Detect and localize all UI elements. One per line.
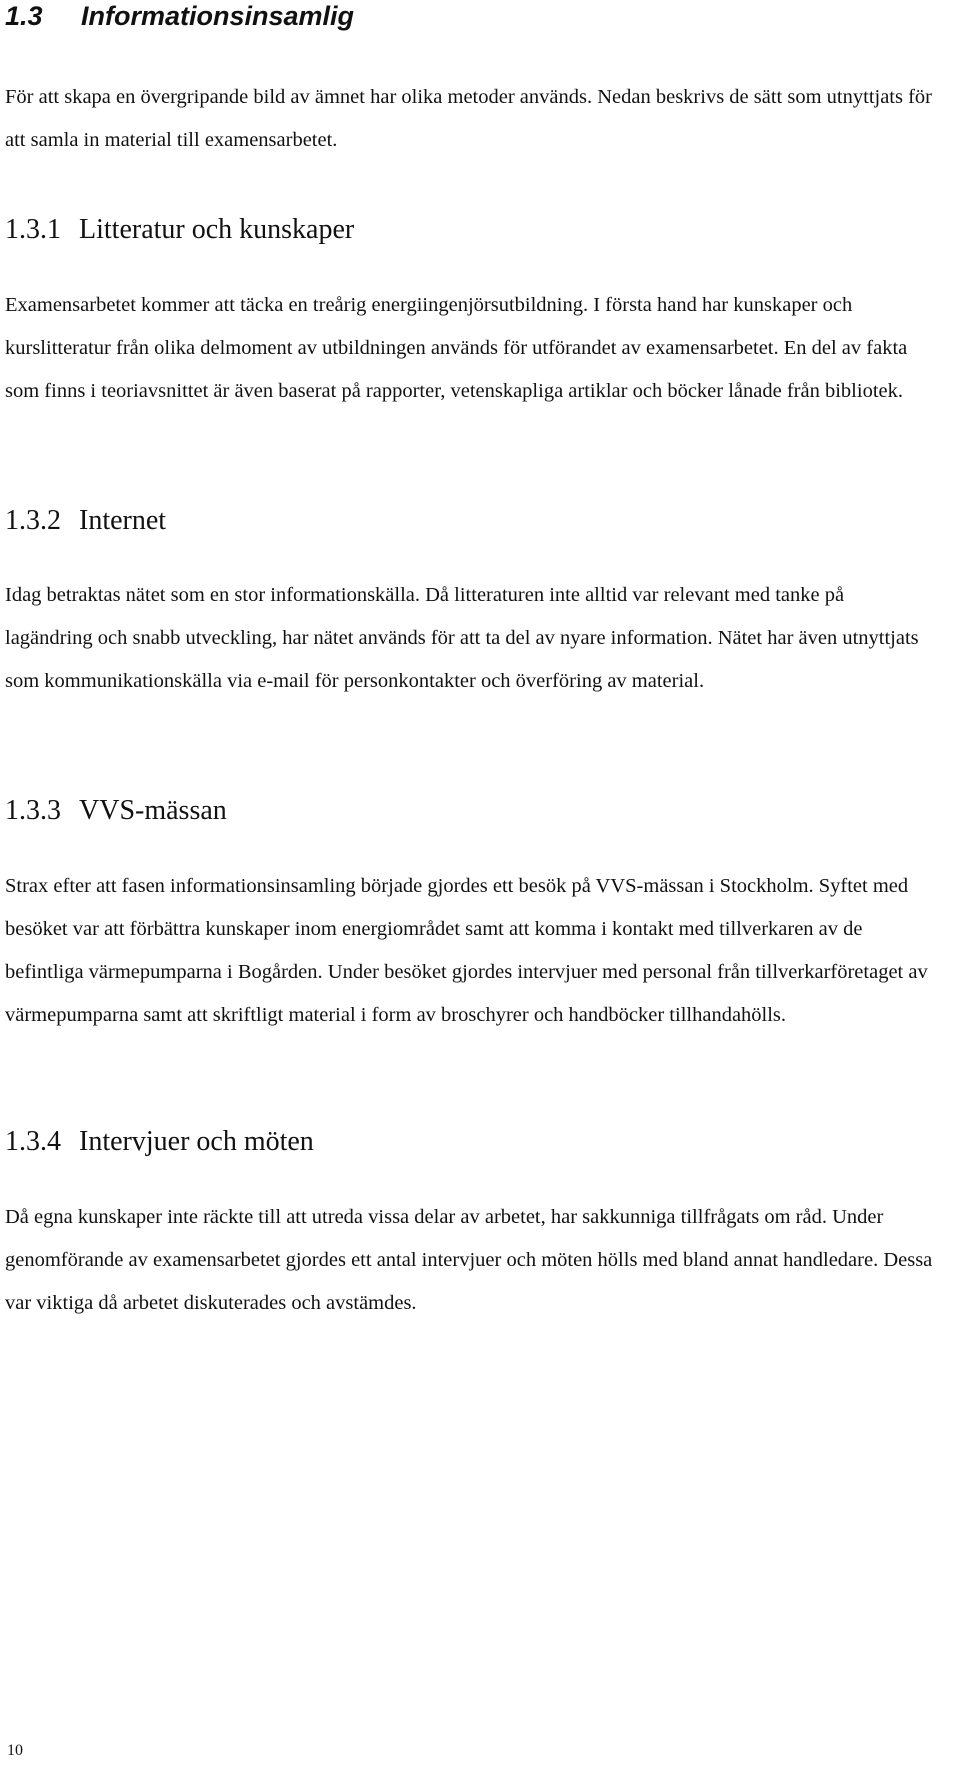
subsection-title: Internet (79, 505, 167, 536)
subsection-heading (5, 1125, 314, 1159)
subsection-title: VVS-mässan (79, 795, 227, 826)
subsection-paragraph: Idag betraktas nätet som en stor informationskälla. Då litteraturen inte alltid var relevant med tanke på lagändring och snabb utveckling, har nätet används för att ta del av nyare information. Nätet har även utnyttjats som kommunikationskälla via e-mail för personkontakter och överföring av material. (5, 584, 919, 692)
subsection-paragraph: Då egna kunskaper inte räckte till att utreda vissa delar av arbetet, har sakkunniga tillfrågats om råd. Under genomförande av examensarbetet gjordes ett antal intervjuer och möten hölls med bland annat handledare. Dessa var viktiga då arbetet diskuterades och avstämdes. (5, 1206, 933, 1314)
subsection-number: 1.3.2 (5, 505, 61, 536)
section-title: Informationsinsamlig (81, 1, 355, 31)
subsection-title: Litteratur och kunskaper (79, 214, 355, 245)
subsection-number: 1.3.4 (5, 1126, 61, 1157)
subsection-heading (5, 794, 227, 828)
section-intro-paragraph: För att skapa en övergripande bild av ämnet har olika metoder används. Nedan beskrivs de sätt som utnyttjats för att samla in material till examensarbetet. (5, 86, 933, 151)
subsection-number: 1.3.3 (5, 795, 61, 826)
subsection-paragraph: Examensarbetet kommer att täcka en treårig energiingenjörsutbildning. I första hand har kunskaper och kurslitteratur från olika delmoment av utbildningen används för utförandet av examensarbetet. En del av fakta som finns i teoriavsnittet är även baserat på rapporter, vetenskapliga artiklar och böcker lånade från bibliotek. (5, 294, 908, 402)
section-number: 1.3 (5, 1, 43, 31)
subsection-number: 1.3.1 (5, 214, 61, 245)
page-number: 10 (7, 1742, 23, 1759)
subsection-heading (5, 213, 354, 247)
section-heading (5, 0, 354, 32)
subsection-heading (5, 504, 166, 538)
subsection-title: Intervjuer och möten (79, 1126, 314, 1157)
subsection-paragraph: Strax efter att fasen informationsinsamling började gjordes ett besök på VVS-mässan i Stockholm. Syftet med besöket var att förbättra kunskaper inom energiområdet samt att komma i kontakt med tillverkaren av de befintliga värmepumparna i Bogården. Under besöket gjordes intervjuer med personal från tillverkarföretaget av värmepumparna samt att skriftligt material i form av broschyrer och handböcker tillhandahölls. (5, 875, 928, 1026)
